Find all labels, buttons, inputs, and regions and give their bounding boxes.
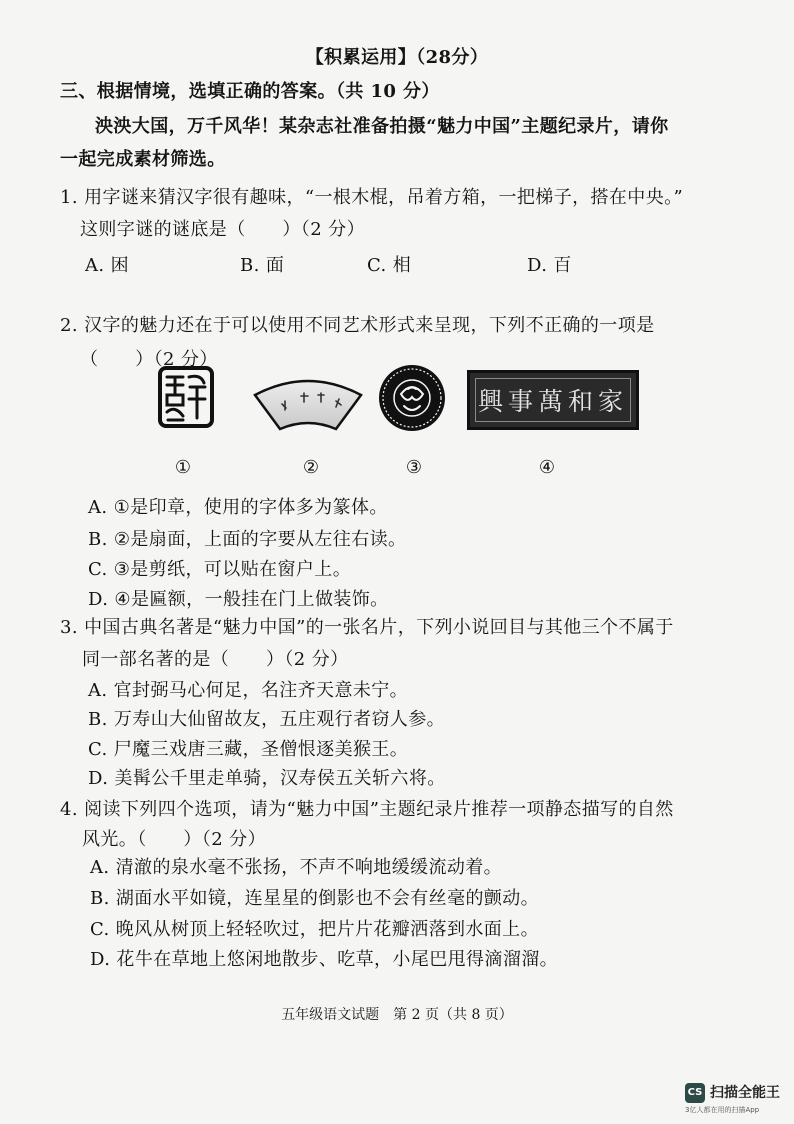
intro-line-2: 一起完成素材筛选。 xyxy=(60,149,226,170)
question-3-line-1: 3. 中国古典名著是“魅力中国”的一张名片，下列小说回目与其他三个不属于 xyxy=(60,617,674,638)
fan-graphic xyxy=(252,373,364,433)
seal-graphic xyxy=(157,365,215,429)
question-2-option-c: C. ③是剪纸，可以贴在窗户上。 xyxy=(88,559,352,580)
question-4-option-a: A. 清澈的泉水毫不张扬，不声不响地缓缓流动着。 xyxy=(90,857,503,878)
question-3-option-d: D. 美髯公千里走单骑，汉寿侯五关斩六将。 xyxy=(88,768,446,789)
image-label-2: ② xyxy=(302,457,320,478)
image-label-3: ③ xyxy=(405,457,423,478)
question-2-line-2: （ ）（2 分） xyxy=(80,349,218,370)
paper-cut-graphic xyxy=(377,363,447,433)
question-1-line-1: 1. 用字谜来猜汉字很有趣味，“一根木棍，吊着方箱，一把梯子，搭在中央。” xyxy=(60,187,684,208)
question-1-line-2: 这则字谜的谜底是（ ）（2 分） xyxy=(80,219,365,240)
question-1-option-c: C. 相 xyxy=(367,255,412,276)
question-3-option-a: A. 官封弼马心何足，名注齐天意未宁。 xyxy=(88,680,409,701)
page-title: 【积累运用】（28分） xyxy=(305,47,489,68)
question-4-option-d: D. 花牛在草地上悠闲地散步、吃草，小尾巴甩得滴溜溜。 xyxy=(90,949,559,970)
image-label-1: ① xyxy=(174,457,192,478)
scanner-logo-icon: CS xyxy=(685,1083,705,1103)
section-heading: 三、根据情境，选填正确的答案。（共 10 分） xyxy=(60,81,440,102)
plaque-text: 興事萬和家 xyxy=(477,387,628,416)
page-footer: 五年级语文试题 第 2 页（共 8 页） xyxy=(281,1007,513,1023)
plaque-image xyxy=(467,370,639,430)
question-4-option-b: B. 湖面水平如镜，连星星的倒影也不会有丝毫的颤动。 xyxy=(90,888,540,909)
question-4-line-1: 4. 阅读下列四个选项，请为“魅力中国”主题纪录片推荐一项静态描写的自然 xyxy=(60,799,674,820)
intro-line-1: 泱泱大国，万千风华！某杂志社准备拍摄“魅力中国”主题纪录片，请你 xyxy=(95,116,669,137)
image-label-4: ④ xyxy=(538,457,556,478)
question-3-line-2: 同一部名著的是（ ）（2 分） xyxy=(82,649,349,670)
paper-cut-image xyxy=(377,363,447,433)
seal-image xyxy=(157,365,215,429)
question-1-option-d: D. 百 xyxy=(527,255,572,276)
question-3-option-c: C. 尸魔三戏唐三藏，圣僧恨逐美猴王。 xyxy=(88,739,409,760)
question-1-option-b: B. 面 xyxy=(240,255,285,276)
scanner-tagline: 3亿人都在用的扫描App xyxy=(685,1106,760,1114)
question-2-option-a: A. ①是印章，使用的字体多为篆体。 xyxy=(88,497,388,518)
scanner-app-name: 扫描全能王 xyxy=(710,1085,780,1101)
question-1-option-a: A. 困 xyxy=(85,255,130,276)
question-4-line-2: 风光。（ ）（2 分） xyxy=(82,829,266,850)
question-3-option-b: B. 万寿山大仙留故友，五庄观行者窃人参。 xyxy=(88,709,446,730)
question-2-line-1: 2. 汉字的魅力还在于可以使用不同艺术形式来呈现，下列不正确的一项是 xyxy=(60,315,655,336)
question-2-option-d: D. ④是匾额，一般挂在门上做装饰。 xyxy=(88,589,389,610)
fan-image xyxy=(252,373,364,433)
question-2-option-b: B. ②是扇面，上面的字要从左往右读。 xyxy=(88,529,407,550)
plaque-frame xyxy=(475,378,631,422)
question-4-option-c: C. 晚风从树顶上轻轻吹过，把片片花瓣洒落到水面上。 xyxy=(90,919,539,940)
